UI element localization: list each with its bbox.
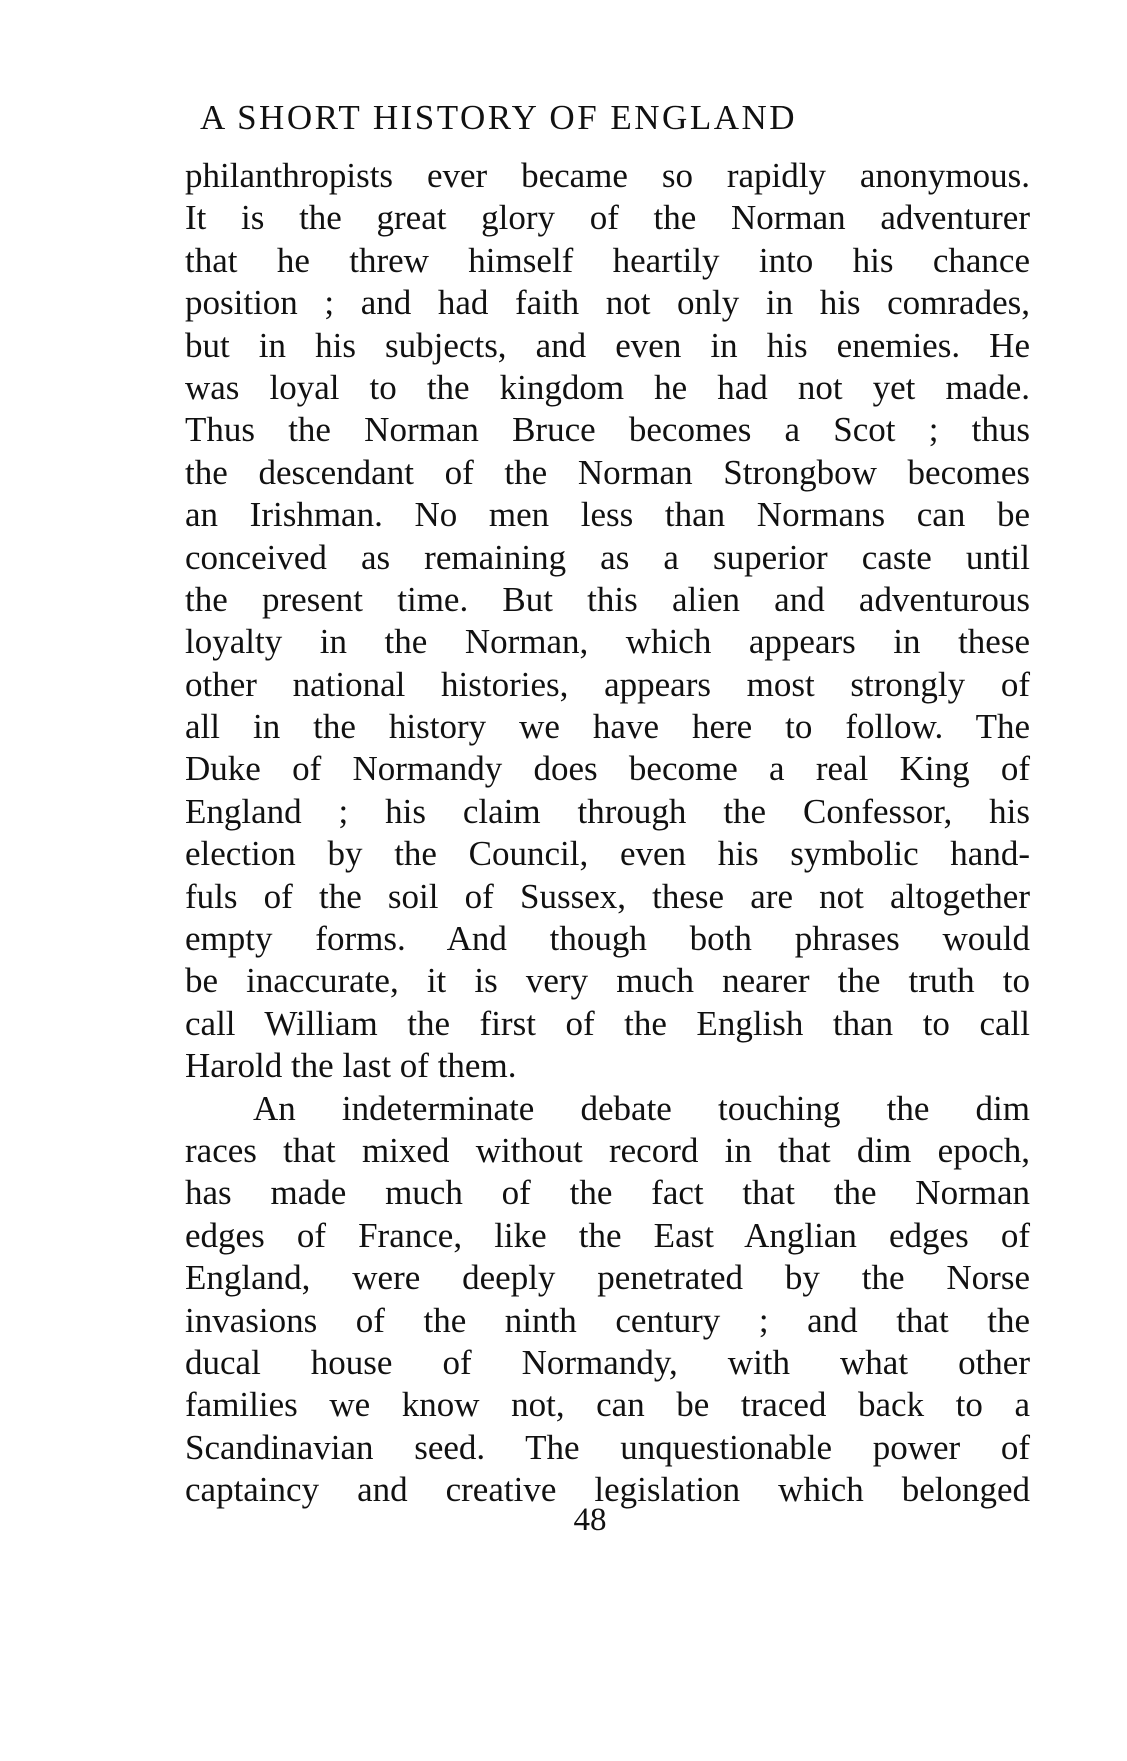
- text-line: fuls of the soil of Sussex, these are not altogether: [185, 876, 1030, 916]
- text-line: but in his subjects, and even in his enemies. He: [185, 325, 1030, 365]
- text-line: edges of France, like the East Anglian edges of: [185, 1215, 1030, 1255]
- text-line: the descendant of the Norman Strongbow becomes: [185, 452, 1030, 492]
- text-line: conceived as remaining as a superior caste until: [185, 537, 1030, 577]
- text-line: other national histories, appears most strongly of: [185, 664, 1030, 704]
- text-line: was loyal to the kingdom he had not yet made.: [185, 367, 1030, 407]
- text-line: An indeterminate debate touching the dim: [253, 1088, 1030, 1128]
- text-line: ducal house of Normandy, with what other: [185, 1342, 1030, 1382]
- running-title: A SHORT HISTORY OF ENGLAND: [200, 98, 798, 137]
- text-line: races that mixed without record in that dim epoch,: [185, 1130, 1030, 1170]
- text-line: Harold the last of them.: [185, 1046, 517, 1086]
- text-line: families we know not, can be traced back to a: [185, 1385, 1030, 1425]
- text-line: Thus the Norman Bruce becomes a Scot ; thus: [185, 410, 1030, 450]
- text-line: empty forms. And though both phrases would: [185, 919, 1030, 959]
- text-line: Duke of Normandy does become a real King of: [185, 749, 1030, 789]
- text-line: be inaccurate, it is very much nearer the truth to: [185, 961, 1030, 1001]
- text-line: captaincy and creative legislation which belonged: [185, 1470, 1030, 1510]
- text-line: the present time. But this alien and adventurous: [185, 579, 1030, 619]
- text-line: loyalty in the Norman, which appears in these: [185, 622, 1030, 662]
- text-line: philanthropists ever became so rapidly anonymous.: [185, 156, 1030, 195]
- text-line: election by the Council, even his symbolic hand-: [185, 834, 1030, 874]
- text-line: an Irishman. No men less than Normans can be: [185, 495, 1030, 535]
- text-line: call William the first of the English than to call: [185, 1003, 1030, 1043]
- body-text: [185, 155, 1030, 1512]
- text-line: Scandinavian seed. The unquestionable power of: [185, 1427, 1030, 1467]
- text-line: has made much of the fact that the Norman: [185, 1173, 1030, 1213]
- text-line: England ; his claim through the Confessor, his: [185, 791, 1030, 831]
- text-line: England, were deeply penetrated by the Norse: [185, 1258, 1030, 1298]
- text-line: position ; and had faith not only in his comrades,: [185, 283, 1030, 323]
- text-line: all in the history we have here to follow. The: [185, 707, 1030, 747]
- paragraph-2: [185, 1088, 1030, 1512]
- page-number: 48: [573, 1502, 607, 1538]
- text-line: It is the great glory of the Norman adventurer: [185, 198, 1030, 238]
- text-line: that he threw himself heartily into his chance: [185, 240, 1030, 280]
- text-line: invasions of the ninth century ; and that the: [185, 1300, 1030, 1340]
- paragraph-1: [185, 155, 1030, 1088]
